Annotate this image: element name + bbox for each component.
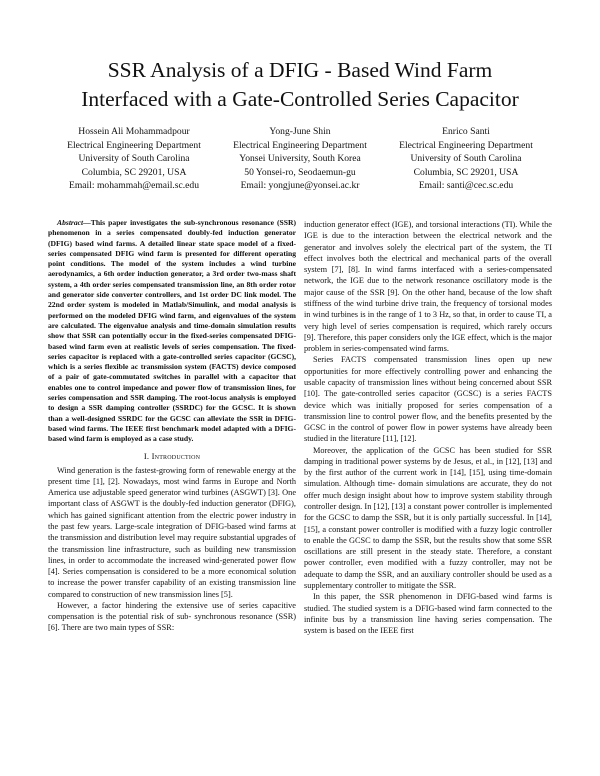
body-paragraph-4: In this paper, the SSR phenomenon in DFIG-based wind farms is studied. The studied system is a DFIG-based wind farm connected to the infinite bus by a transmission line having series compensation. The system is based on the IEEE first (304, 592, 552, 636)
title-line-2: Interfaced with a Gate-Controlled Series Capacitor (81, 87, 519, 111)
author-affiliation: Electrical Engineering Department (67, 139, 201, 151)
author-affiliation: University of South Carolina (78, 153, 190, 165)
section-heading-introduction (48, 450, 296, 462)
author-affiliation: Electrical Engineering Department (233, 139, 367, 151)
author-affiliation: Yonsei University, South Korea (239, 153, 361, 165)
body-paragraph-3: Moreover, the application of the GCSC has been studied for SSR damping in traditional power systems by de Jesus, et al., in [12], [13] and by the first author of the current work in [14], [15], using time-domain simulation. Although time- domain simulations are accurate, they do not offer much design insight about how to improve system stability through controller design. In [12], [13] a constant power controller is implemented for the GCSC to damp the SSR, but it is only partially successful. In [14], [15], a constant power controller is modified with a fuzzy logic controller to enable the GCSC to damp the SSR, but the results show that some SSR oscillations are still present in the steady state. Therefore, a constant power controller, even modified with a fuzzy controller, may not be adequate to damp the SSR, and an auxiliary controller should be used as a supplementary controller to mitigate the SSR. (304, 445, 552, 590)
author-address: Columbia, SC 29201, USA (81, 166, 187, 178)
left-column (48, 218, 296, 634)
author-affiliation: University of South Carolina (410, 153, 522, 165)
author-name: Enrico Santi (442, 126, 490, 137)
author-address: Columbia, SC 29201, USA (413, 166, 519, 178)
author-block (20, 125, 580, 192)
author-name: Yong-June Shin (269, 126, 331, 137)
section-title: Introduction (151, 450, 201, 461)
right-column (304, 219, 552, 636)
intro-paragraph-2: However, a factor hindering the extensive use of series capacitive compensation is the potential risk of sub- synchronous resonance (SSR) [6]. There are two main types of SSR: (48, 600, 296, 633)
intro-paragraph-1: Wind generation is the fastest-growing form of renewable energy at the present time [1], [2]. Nowadays, most wind farms in Europe and North America use adjustable speed generator wind turbines (ASGWT) [3]. One important class of ASGWT is the doubly-fed induction generator (DFIG), which has gained significant attention from the electric power industry in the past few years. Large-scale integration of DFIG-based wind farms at the transmission and distribution level may require substantial upgrades of the transmission line infrastructure, such as building new transmission lines, in order to accommodate the increased wind-generated power flow [4]. Series compensation is considered to be a more economical solution to increase the power transfer capability of an existing transmission line compared to construction of new transmission lines [5]. (48, 465, 296, 599)
paper-title (20, 56, 580, 114)
author-email: Email: santi@cec.sc.edu (418, 180, 514, 192)
title-line-1: SSR Analysis of a DFIG - Based Wind Farm (107, 58, 493, 82)
author-3 (376, 125, 556, 193)
body-paragraph-1: induction generator effect (IGE), and torsional interactions (TI). While the IGE is due to the interaction between the electrical network and the generator and involves solely the electrical part of the system, the TI effect involves both the electrical and mechanical parts of the overall system [7], [8]. In wind farms interfaced with a series-compensated network, the IGE due to the network resonance oscillatory mode is the major cause of the SSR [9]. On the other hand, because of the low shaft stiffness of the wind turbine drive train, the frequency of torsional modes in wind turbines is in the range of 1 to 3 Hz, so that, in order to cause TI, a very high level of series compensation is required, which rarely occurs [9]. Therefore, this paper considers only the IGE effect, which is the major problem in series-compensated wind farms. (304, 220, 552, 354)
section-number: I. (143, 450, 150, 461)
author-email: Email: yongjune@yonsei.ac.kr (240, 180, 360, 192)
abstract (48, 218, 296, 445)
author-address: 50 Yonsei-ro, Seodaemun-gu (244, 166, 356, 178)
author-name: Hossein Ali Mohammadpour (78, 126, 190, 137)
abstract-text: —This paper investigates the sub-synchronous resonance (SSR) phenomenon in a series compensated doubly-fed induction generator (DFIG) based wind farms. A detailed linear state space model of a fixed-series compensated DFIG wind farm is presented for different operating point conditions. The model of the system includes a wind turbine aerodynamics, a 6th order induction generator, a 3rd order two-mass shaft system, a 4th order series compensated transmission line, an 8th order rotor and generator side converter controllers, and 1st order DC link model. The 22nd order system is modeled in Matlab/Simulink, and modal analysis is performed on the modeled DFIG wind farm, and eigenvalues of the system are calculated. The eigenvalue analysis and time-domain simulation results show that SSR can potentially occur in the fixed-series compensated DFIG-based wind farm even at realistic levels of series compensation. The fixed-series capacitor is replaced with a gate-controlled series capacitor (GCSC), which is a series flexible ac transmission system (FACTS) device composed of a pair of gate-commutated switches in parallel with a capacitor that enables one to control impedance and power flow of transmission lines, for series compensation and SSR damping. The root-locus analysis is employed to design a SSR damping controller (SSRDC) for the GCSC. It is shown than a well-designed SSRDC for the GCSC can alleviate the SSR in DFIG-based wind farms. The IEEE first benchmark model adapted with a DFIG-based wind farm is employed as a case study. (48, 218, 296, 444)
body-paragraph-2: Series FACTS compensated transmission lines open up new opportunities for more effectively controlling power and enhancing the usable capacity of transmission lines without being concerned about SSR [10]. The gate-controlled series capacitor (GCSC) is a series FACTS device which was initially proposed for series compensation of a transmission line to control power flow, and the benefits presented by the GCSC in the control of power flow in power systems have already been studied in the literature [11], [12]. (304, 355, 552, 444)
author-affiliation: Electrical Engineering Department (399, 139, 533, 151)
author-2 (210, 125, 390, 193)
author-1 (44, 125, 224, 193)
author-email: Email: mohammah@email.sc.edu (68, 180, 200, 192)
abstract-label: Abstract (57, 218, 84, 227)
